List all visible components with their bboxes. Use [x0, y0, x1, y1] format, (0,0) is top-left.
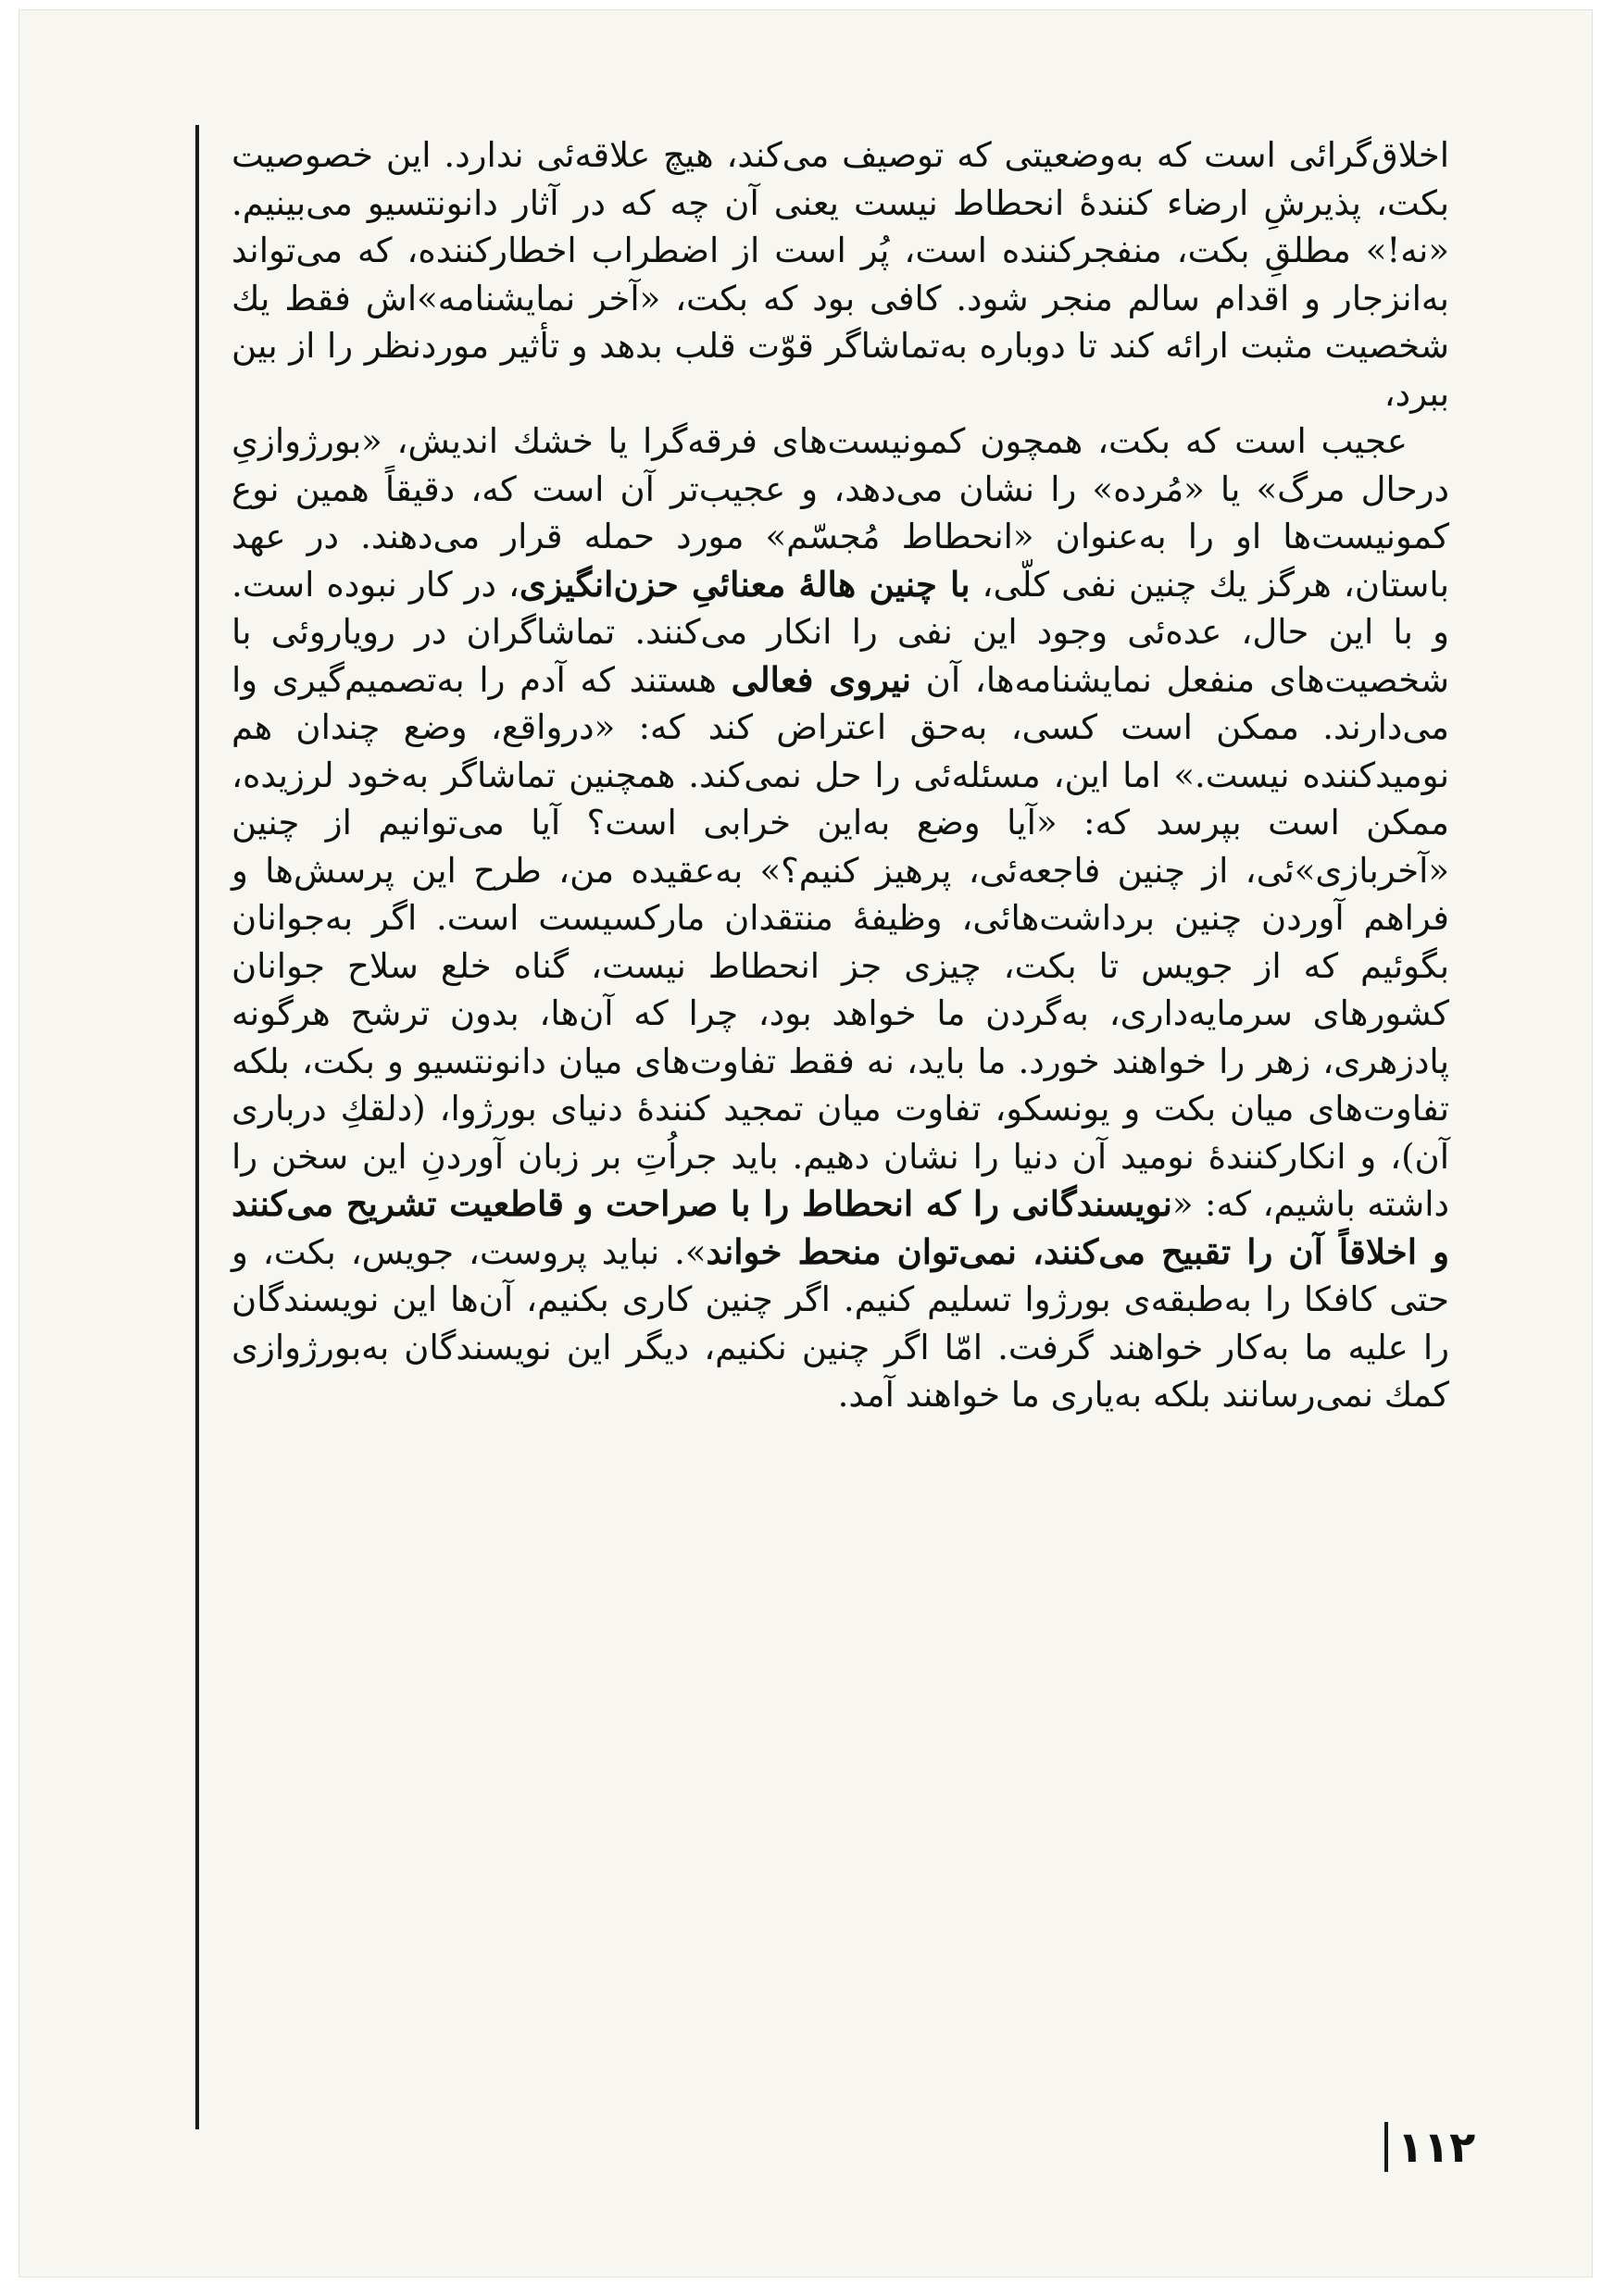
text-run: عجیب است که بکت، همچون کمونیست‌های فرقه‌گرا یا خشك اندیش، «بورژوازیِ درحال مرگ» یا «مُرده» را نشان می‌دهد، و عجیب‌تر آن است که، دقیقاً همین نوع کمونیست‌ها او را به‌عنوان «انحطاط مُجسّم» مورد حمله قرار می‌دهند. در عهد باستان، هرگز یك چنین نفی کلّی، [232, 421, 1449, 605]
text-run: اخلاق‌گرائی است که به‌وضعیتی که توصیف می‌کند، هیچ علاقه‌ئی ندارد. این خصوصیت بکت، پذیرشِ ارضاء کنندهٔ انحطاط نیست یعنی آن چه که در آثار دانونتسیو می‌بینیم. «نه!» مطلقِ بکت، منفجرکننده است، پُر است از اضطراب اخطارکننده، که می‌تواند به‌انزجار و اقدام سالم منجر شود. کافی بود که بکت، «آخر نمایشنامه»اش فقط یك شخصیت مثبت ارائه کند تا دوباره به‌تماشاگر قوّت قلب بدهد و تأثیر موردنظر را از بین ببرد، [232, 135, 1449, 414]
text-run: ، در کار نبوده است. و با این حال، عده‌ئی وجود این نفی را انکار می‌کنند. تماشاگران در رویاروئی با شخصیت‌های منفعل نمایشنامه‌ها، آن [232, 564, 1449, 700]
text-run: ». نباید پروست، جویس، بکت، و حتی کافکا را به‌طبقه‌ی بورژوا تسلیم کنیم. اگر چنین کاری بکنیم، آن‌ها این نویسندگان را علیه ما به‌کار خواهند گرفت. امّا اگر چنین نکنیم، دیگر این نویسندگان به‌بورژوازی کمك نمی‌رسانند بلکه به‌یاری ما خواهند آمد. [232, 1231, 1449, 1415]
margin-rule [195, 125, 199, 2129]
bold-text-run: با چنین هالهٔ معنائیِ حزن‌انگیزی [519, 563, 970, 605]
text-run: هستند که آدم را به‌تصمیم‌گیری وا می‌دارند. ممکن است کسی، به‌حق اعتراض کند که: «درواقع، وضع چندان هم نومیدکننده نیست.» اما این، مسئله‌ئی را حل نمی‌کند. همچنین تماشاگر به‌خود لرزیده، ممکن است بپرسد که: «آیا وضع به‌این خرابی است؟ آیا می‌توانیم از چنین «آخربازی»ئی، از چنین فاجعه‌ئی، پرهیز کنیم؟» به‌عقیده من، طرح این پرسش‌ها و فراهم آوردن چنین برداشت‌هائی، وظیفهٔ منتقدان مارکسیست است. اگر به‌جوانان بگوئیم که از جویس تا بکت، چیزی جز انحطاط نیست، گناه خلع سلاح جوانان کشورهای سرمایه‌داری، به‌گردن ما خواهد بود، چرا که آن‌ها، بدون ترشح هرگونه پادزهری، زهر را خواهند خورد. ما باید، نه فقط تفاوت‌های میان دانونتسیو و بکت، بلکه تفاوت‌های میان بکت و یونسکو، تفاوت میان تمجید کنندهٔ دنیای بورژوا، (دلقكِ درباری آن)، و انکارکنندهٔ نومید آن دنیا را نشان دهیم. باید جراُتِ بر زبان آوردنِ این سخن را داشته باشیم، که: « [232, 659, 1449, 1224]
body-text [232, 131, 1449, 1419]
paragraph-2 [232, 418, 1449, 1419]
page-sheet [19, 9, 1593, 2277]
bold-text-run: نیروی فعالی [731, 658, 911, 700]
paragraph-1 [232, 131, 1449, 418]
page-number: ۱۱۲ [1384, 2122, 1499, 2172]
bold-text-run: نویسندگانی را که انحطاط را با صراحت و قاطعیت تشریح می‌کنند و اخلاقاً آن را تقبیح می‌کنند، نمی‌توان منحط خواند [232, 1183, 1449, 1272]
